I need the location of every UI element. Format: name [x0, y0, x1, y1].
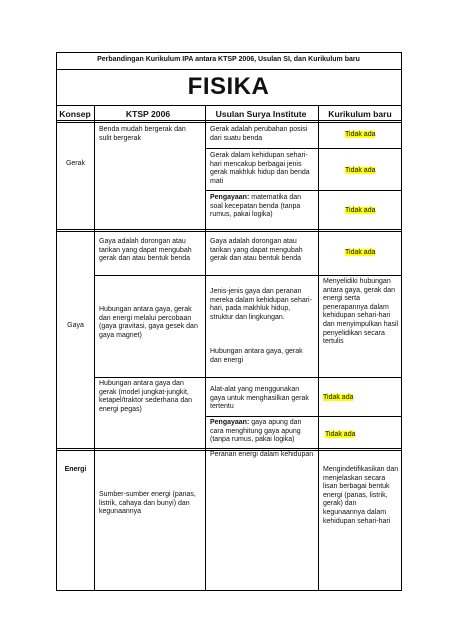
gerak-baru-1 — [345, 131, 375, 140]
gerak-usulan-1: Gerak adalah perubahan posisi dari suatu benda — [210, 126, 308, 142]
energi-ktsp-1: Sumber-sumber energi (panas, listrik, cahaya dan bunyi) dan kegunaannya — [99, 491, 196, 516]
doc-title: Perbandingan Kurikulum IPA antara KTSP 2006, Usulan SI, dan Kurikulum baru — [97, 56, 360, 63]
header-kurikulum-baru: Kurikulum baru — [328, 109, 392, 119]
header-ktsp: KTSP 2006 — [125, 109, 171, 119]
gerak-usulan-3 — [210, 194, 314, 220]
gaya-usulan-1: Gaya adalah dorongan atau tarikan yang dapat mengubah gerak dan atau bentuk benda — [210, 238, 303, 263]
konsep-gerak: Gerak — [65, 160, 86, 167]
gaya-baru-2: Menyelidiki hubungan antara gaya, gerak dan energi serta penerapannya dalam kehidupan sehari-hari dan menyimpulkan hasil penyelidikan secara tertulis — [323, 278, 399, 346]
konsep-energi: Energi — [64, 466, 87, 473]
gerak-usulan-2: Gerak dalam kehidupan sehari-hari mencakup berbagai jenis gerak makhluk hidup dan benda mati — [210, 152, 310, 185]
gaya-usulan-2a: Jenis-jenis gaya dan peranan mereka dalam kehidupan sehari-hari, pada makhluk hidup, struktur dan lingkungan. — [210, 288, 312, 321]
gerak-baru-3-text: Tidak ada — [345, 207, 376, 214]
header-usulan: Usulan Surya Institute — [215, 109, 307, 119]
gaya-usulan-3: Alat-alat yang menggunakan gaya untuk menghasilkan gerak tertentu — [210, 386, 309, 411]
gaya-usulan-4 — [210, 419, 314, 445]
energi-baru-1: Mengindetifikasikan dan menjelaskan secara lisan berbagai bentuk energi (panas, listrik, gerak) dan kegunaannya dalam kehidupan sehari-hari — [323, 466, 399, 525]
gaya-baru-3 — [323, 394, 353, 403]
gerak-baru-1-text: Tidak ada — [345, 131, 376, 138]
gaya-ktsp-3: Hubungan antara gaya dan gerak (model jungkat-jungkit, ketapel/traktor sederhana dan energi pegas) — [99, 380, 193, 413]
gerak-baru-2 — [345, 167, 375, 176]
gaya-baru-4 — [325, 431, 355, 440]
gaya-ktsp-1: Gaya adalah dorongan atau tarikan yang dapat mengubah gerak dan atau bentuk benda — [99, 238, 192, 263]
gaya-baru-1 — [345, 249, 375, 258]
gerak-pengayaan-text: matematika dan soal kecepatan benda (tanpa rumus, pakai logika) — [210, 194, 302, 219]
subject-heading: FISIKA — [187, 73, 270, 100]
gaya-ktsp-2: Hubungan antara gaya, gerak dan energi melalui percobaan (gaya gravitasi, gaya gesek dan gaya magnet) — [99, 306, 198, 339]
energi-usulan-1: Peranan energi dalam kehidupan — [210, 451, 314, 458]
gaya-baru-1-text: Tidak ada — [345, 249, 376, 256]
gerak-ktsp-1: Benda mudah bergerak dan sulit bergerak — [99, 126, 186, 142]
konsep-gaya: Gaya — [67, 322, 84, 329]
gerak-pengayaan-label: Pengayaan: — [210, 194, 250, 201]
header-konsep: Konsep — [59, 109, 91, 119]
gerak-baru-3 — [345, 207, 375, 216]
gaya-baru-4-text: Tidak ada — [325, 431, 356, 438]
gaya-usulan-2b: Hubungan antara gaya, gerak dan energi — [210, 348, 303, 364]
gaya-pengayaan-label: Pengayaan: — [210, 419, 250, 426]
gerak-baru-2-text: Tidak ada — [345, 167, 376, 174]
gaya-baru-3-text: Tidak ada — [323, 394, 354, 401]
gaya-pengayaan-text: gaya apung dan cara menghitung gaya apung (tanpa rumus, pakai logika) — [210, 419, 302, 444]
